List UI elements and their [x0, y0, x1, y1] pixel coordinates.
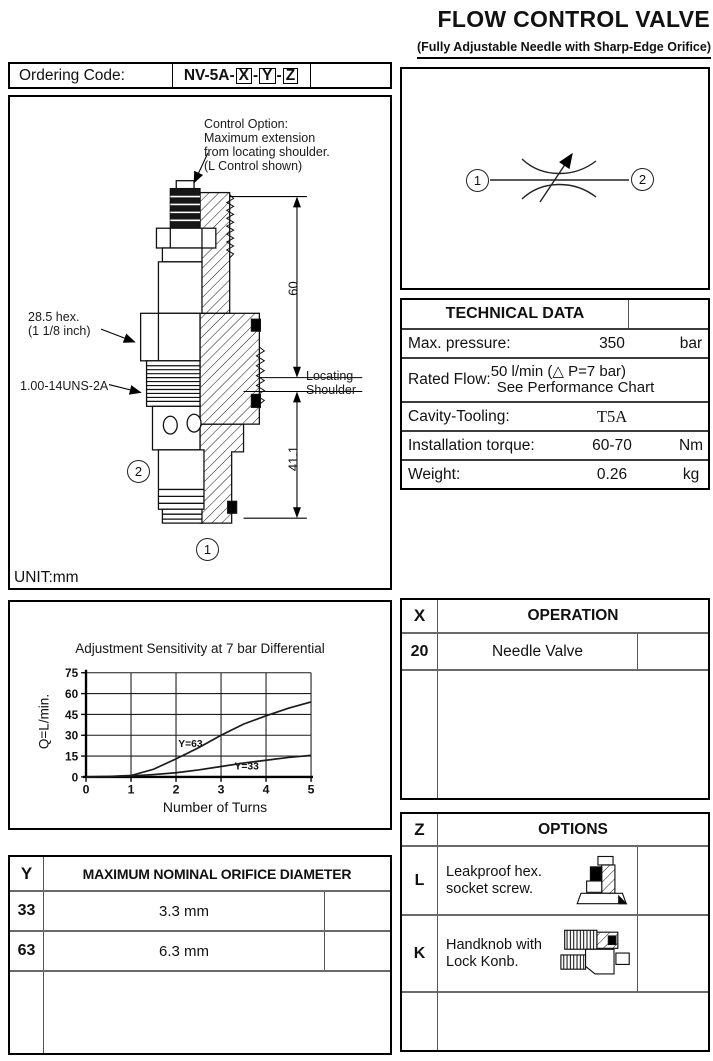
svg-text:0: 0	[71, 771, 79, 785]
svg-text:4: 4	[262, 782, 270, 797]
operation-code-header: X	[402, 600, 438, 632]
options-code-header: Z	[402, 814, 438, 845]
ordering-code-empty-cell	[311, 64, 390, 87]
operation-table-header	[402, 600, 708, 634]
operation-table	[400, 598, 710, 800]
ordering-code-label: Ordering Code:	[19, 66, 125, 84]
empty-cell	[324, 892, 390, 930]
dimension-60: 60	[285, 281, 301, 296]
empty-cell	[637, 847, 708, 914]
ordering-code-sep1: -	[253, 66, 259, 84]
options-title: OPTIONS	[538, 820, 608, 838]
unit-label: UNIT:mm	[14, 569, 79, 586]
ordering-code-z: Z	[283, 68, 298, 84]
table-row: L Leakproof hex. socket screw.	[402, 847, 708, 916]
orifice-code-header: Y	[10, 857, 44, 890]
sensitivity-chart-panel	[8, 600, 392, 830]
ordering-code-sep2: -	[276, 66, 282, 84]
svg-text:60: 60	[65, 688, 79, 702]
empty-cell	[324, 932, 390, 970]
valve-drawing-svg	[10, 97, 390, 588]
sensitivity-chart-svg	[10, 602, 390, 828]
chart-title: Adjustment Sensitivity at 7 bar Differential	[75, 641, 325, 656]
control-option-note: Control Option: Maximum extension from locating shoulder. (L Control shown)	[204, 117, 330, 173]
empty-row	[402, 671, 708, 798]
drawing-port-1-badge: 1	[196, 538, 219, 561]
hydraulic-symbol-panel	[400, 67, 710, 290]
empty-cell	[637, 634, 708, 669]
hydraulic-symbol-svg	[402, 69, 708, 288]
chart-y-axis-label: Q=L/min.	[36, 693, 52, 750]
ordering-code-x: X	[236, 68, 252, 84]
leakproof-screw-drawing	[564, 853, 630, 909]
ordering-code-y: Y	[259, 68, 275, 84]
table-row: Max. pressure: 350 bar	[402, 330, 708, 359]
option-k-label: Handknob with Lock Konb.	[446, 936, 542, 970]
page-title: FLOW CONTROL VALVE	[437, 6, 710, 32]
ordering-code-value	[172, 64, 311, 87]
orifice-table	[8, 855, 392, 1055]
ordering-code-prefix: NV-5A-	[183, 66, 235, 84]
table-row: Rated Flow: 50 l/min (△ P=7 bar) See Performance Chart	[402, 359, 708, 403]
drawing-port-2-badge: 2	[127, 460, 150, 483]
option-l-label: Leakproof hex. socket screw.	[446, 863, 542, 897]
technical-data-title: TECHNICAL DATA	[445, 305, 585, 322]
series-label-Y=63: Y=63	[178, 739, 203, 751]
operation-title: OPERATION	[527, 607, 619, 624]
svg-text:5: 5	[307, 782, 315, 797]
symbol-port-2-badge: 2	[631, 168, 654, 191]
locating-shoulder-note: Locating Shoulder	[306, 369, 357, 397]
empty-row	[10, 972, 390, 1053]
table-row: Installation torque: 60-70 Nm	[402, 432, 708, 461]
empty-row	[402, 993, 708, 1050]
technical-data-header-empty-cell	[628, 300, 708, 328]
orifice-table-header	[10, 857, 390, 892]
hex-size-note: 28.5 hex. (1 1/8 inch)	[28, 310, 91, 338]
series-Y=33	[86, 755, 311, 777]
svg-text:0: 0	[82, 782, 90, 797]
options-table-header	[402, 814, 708, 847]
dimension-41-1: 41.1	[285, 445, 301, 472]
svg-text:3: 3	[217, 782, 225, 797]
page-subtitle: (Fully Adjustable Needle with Sharp-Edge Orifice)	[417, 40, 711, 59]
table-row: Cavity-Tooling: T5A	[402, 403, 708, 432]
valve-drawing-panel	[8, 95, 392, 590]
svg-text:15: 15	[65, 750, 79, 764]
technical-data-table	[400, 298, 710, 490]
ordering-code-box	[8, 62, 392, 89]
svg-text:2: 2	[172, 782, 180, 797]
series-label-Y=33: Y=33	[234, 761, 259, 773]
thread-spec-note: 1.00-14UNS-2A	[20, 379, 109, 393]
symbol-port-1-badge: 1	[466, 169, 489, 192]
svg-text:45: 45	[65, 708, 79, 722]
table-row: 33 3.3 mm	[10, 892, 390, 932]
table-row: 63 6.3 mm	[10, 932, 390, 972]
svg-text:75: 75	[65, 667, 79, 681]
options-table	[400, 812, 710, 1052]
orifice-title: MAXIMUM NOMINAL ORIFICE DIAMETER	[82, 865, 352, 882]
technical-data-header	[402, 300, 708, 330]
svg-text:1: 1	[127, 782, 135, 797]
table-row: K Handknob with Lock Konb.	[402, 916, 708, 993]
chart-x-axis-label: Number of Turns	[162, 799, 268, 815]
table-row: Weight: 0.26 kg	[408, 465, 700, 483]
svg-text:30: 30	[65, 729, 79, 743]
table-row: 20 Needle Valve	[402, 634, 708, 671]
handknob-drawing	[559, 925, 633, 983]
empty-cell	[637, 916, 708, 991]
